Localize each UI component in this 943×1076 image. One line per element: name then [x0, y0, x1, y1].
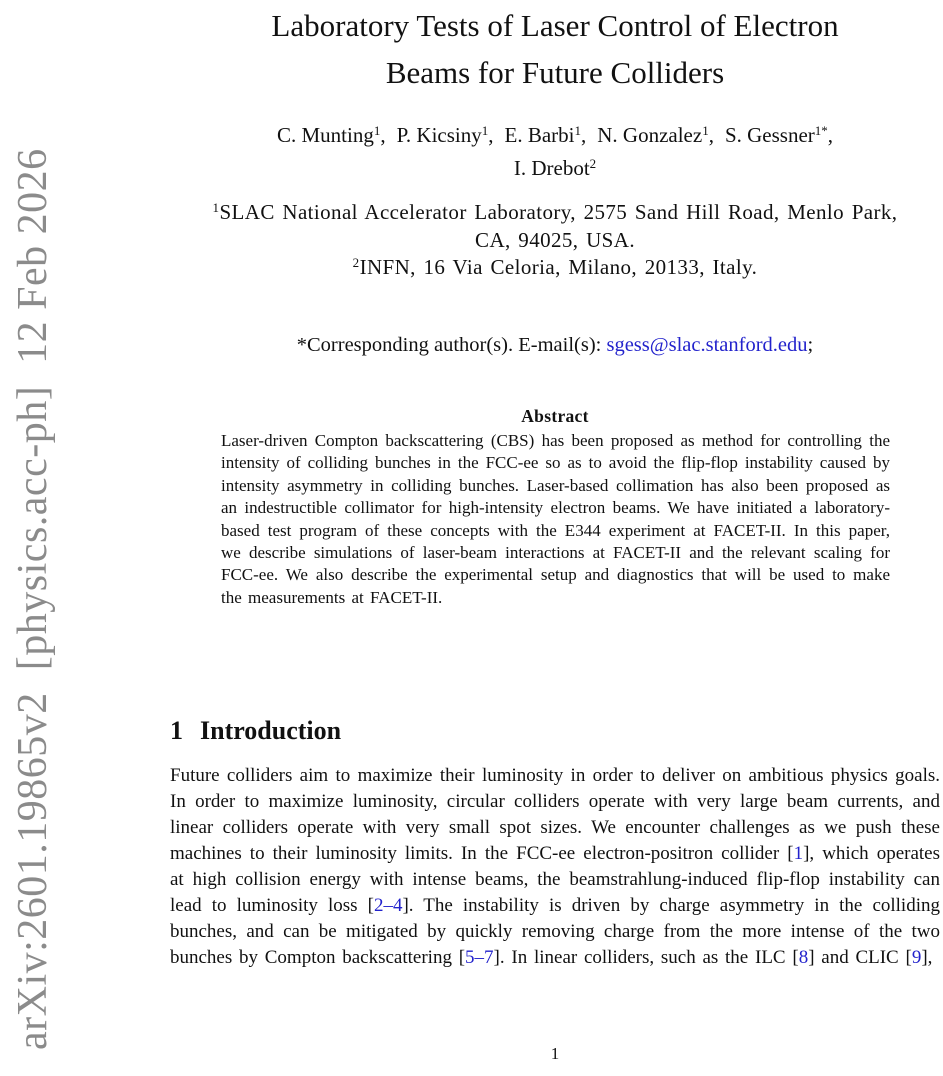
- author-gessner: [725, 123, 833, 147]
- author-affiliation-superscript: 1: [574, 123, 581, 138]
- author-name: N. Gonzalez: [597, 123, 703, 147]
- section-title: Introduction: [200, 716, 342, 745]
- author-name: S. Gessner: [724, 123, 815, 147]
- citation-link-5-7[interactable]: 5–7: [465, 947, 494, 968]
- author-affiliation-superscript: 1: [702, 123, 709, 138]
- abstract-heading: Abstract: [521, 406, 589, 426]
- citation-link-2-4[interactable]: 2–4: [373, 895, 403, 916]
- affiliation-infn: [210, 254, 900, 282]
- correspondence-suffix: ;: [807, 334, 814, 356]
- author-name: P. Kicsiny: [396, 123, 482, 147]
- author-separator: ,: [827, 123, 834, 147]
- abstract-text: Laser-driven Compton backscattering (CBS) has been proposed as method for controlling the intensity of colliding bunches in the FCC-ee so as to avoid the flip-flop instability caused by intensity asymmetry in colliding bunches. Laser-based collimation has also been proposed as an indestructible collimator for high-intensity electron beams. We have initiated a laboratory-based test program of these concepts with the E344 experiment at FACET-II. In this paper, we describe simulations of laser-beam interactions at FACET-II and the relevant scaling for FCC-ee. We also describe the experimental setup and diagnostics that will be used to make the measurements at FACET-II.: [221, 431, 890, 607]
- email-link[interactable]: sgess@slac.stanford.edu: [606, 334, 808, 356]
- author-barbi: [505, 123, 587, 147]
- paragraph-text: ]. In linear colliders, such as the ILC [: [493, 947, 799, 968]
- author-affiliation-superscript: 1*: [814, 123, 828, 138]
- arxiv-watermark: arXiv:2601.19865v2 [physics.acc-ph] 12 Feb 2026: [10, 148, 56, 1050]
- author-separator: ,: [488, 123, 494, 147]
- correspondence-line: [170, 334, 940, 357]
- author-name: E. Barbi: [504, 123, 575, 147]
- author-name: C. Munting: [276, 123, 374, 147]
- author-list: [170, 119, 940, 185]
- paper-title-line-2: Beams for Future Colliders: [385, 55, 725, 90]
- affiliation-text: SLAC National Accelerator Laboratory, 2575 Sand Hill Road, Menlo Park, CA, 94025, USA.: [219, 200, 898, 252]
- affiliation-superscript: 1: [212, 200, 220, 215]
- author-kicsiny: [397, 123, 494, 147]
- author-affiliation-superscript: 2: [589, 156, 597, 171]
- author-munting: [277, 123, 386, 147]
- citation-link-1[interactable]: 1: [793, 843, 804, 864]
- paragraph-text: ]. The instability is driven by charge asymmetry in the colliding bunches, and can be mitigated by quickly removing charge from the more intense of the two bunches by Compton backscattering [: [170, 895, 940, 968]
- paragraph-text: ], which operates at high collision energy with intense beams, the beamstrahlung-induced flip-flop instability can lead to luminosity loss [: [170, 843, 941, 916]
- author-name: I. Drebot: [513, 156, 590, 180]
- paper-title: [170, 2, 940, 96]
- paper-title-line-1: Laboratory Tests of Laser Control of Electron: [271, 8, 839, 43]
- affiliation-slac: [210, 199, 900, 254]
- affiliations: [210, 199, 900, 282]
- author-drebot: [514, 156, 596, 180]
- correspondence-prefix: *Corresponding author(s). E-mail(s):: [296, 334, 607, 356]
- paragraph-text: ],: [921, 947, 933, 968]
- citation-link-9[interactable]: 9: [911, 947, 922, 968]
- author-gonzalez: [597, 123, 714, 147]
- author-affiliation-superscript: 1: [373, 123, 381, 138]
- author-line-2: [170, 152, 940, 185]
- section-number: 1: [170, 716, 183, 745]
- author-separator: ,: [581, 123, 587, 147]
- section-heading-introduction: [170, 716, 341, 746]
- intro-paragraph: [170, 763, 940, 971]
- author-affiliation-superscript: 1: [481, 123, 489, 138]
- author-separator: ,: [380, 123, 386, 147]
- author-separator: ,: [708, 123, 714, 147]
- author-line-1: [170, 119, 940, 152]
- affiliation-superscript: 2: [352, 255, 360, 270]
- affiliation-text: INFN, 16 Via Celoria, Milano, 20133, Italy.: [359, 255, 758, 279]
- citation-link-8[interactable]: 8: [798, 947, 809, 968]
- paper-content: [170, 0, 940, 1076]
- paragraph-text: ] and CLIC [: [808, 947, 912, 968]
- paragraph-text: Future colliders aim to maximize their luminosity in order to deliver on ambitious physics goals. In order to maximize luminosity, circular colliders operate with very large beam currents, and linear colliders operate with very small spot sizes. We encounter challenges as we push these machines to their luminosity limits. In the FCC-ee electron-positron collider [: [170, 765, 940, 864]
- page-number: 1: [550, 1044, 560, 1063]
